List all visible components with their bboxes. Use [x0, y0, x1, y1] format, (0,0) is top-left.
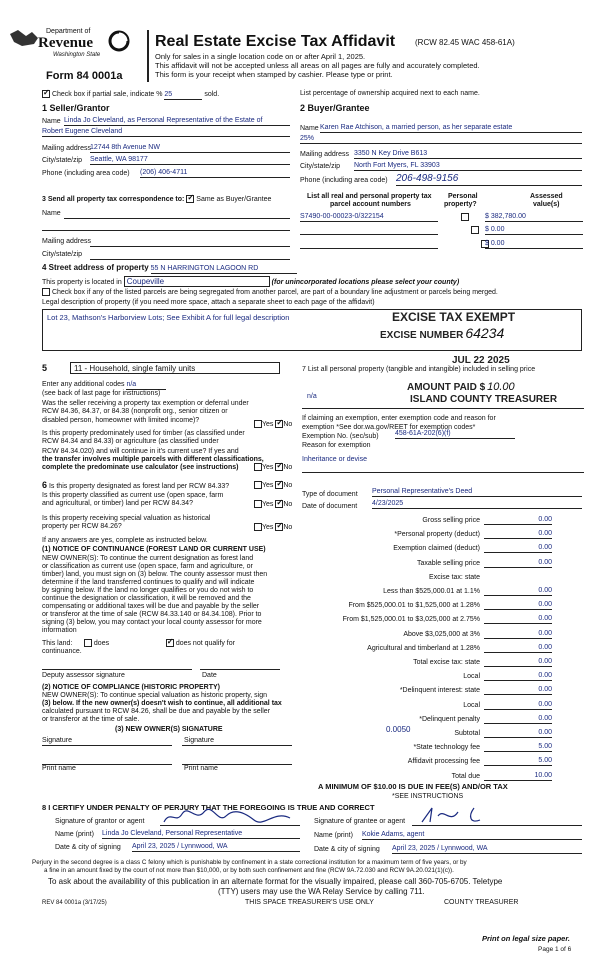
notice1-line: timber) land, you must sign on (3) below. The county assessor must then [42, 571, 268, 578]
notice2-head: (2) NOTICE OF COMPLIANCE (HISTORIC PROPERTY) [42, 684, 220, 691]
yes-label: Yes [262, 523, 274, 531]
assessed-value-2[interactable]: $ 0.00 [485, 226, 583, 235]
unincorp-note: (for unincorporated locations please select your county) [271, 279, 460, 286]
located-row [42, 276, 459, 287]
buyer-name-line1[interactable]: Karen Rae Atchison, a married person, as her separate estate [320, 124, 582, 133]
sec6-q1: Is this property designated as forest land per RCW 84.33? [48, 483, 230, 490]
partial-sale-row [42, 90, 219, 100]
calc-value[interactable]: 5.00 [484, 757, 552, 766]
sec5-q2b: RCW 84.34.020) and will continue in it's current use? If yes and [42, 448, 239, 455]
buyer-name-label: Name [300, 125, 319, 132]
partial-sale-checkbox[interactable] [42, 90, 50, 98]
grantee-signature-scrawl [412, 806, 582, 826]
partial-sale-label: Check box if partial sale, indicate % [51, 90, 163, 98]
sec6-q1-answers [254, 481, 292, 490]
sec6-q1-no[interactable] [275, 481, 283, 489]
doc-type-label: Type of document [302, 491, 358, 498]
calc-value[interactable]: 0.00 [484, 530, 552, 539]
land-does-checkbox[interactable] [84, 639, 92, 647]
buyer-city[interactable]: North Fort Myers, FL 33903 [354, 162, 582, 171]
calc-value[interactable]: 5.00 [484, 743, 552, 752]
buyer-name-line2[interactable]: 25% [300, 135, 582, 144]
legal-desc-text: Lot 23, Mathson's Harborview Lots; See Exhibit A for full legal description [47, 313, 290, 322]
excise-number-row [380, 325, 504, 342]
city-select[interactable]: Coupeville [124, 276, 270, 287]
calc-value[interactable]: 0.00 [484, 615, 552, 624]
sec5-q2-no[interactable] [275, 463, 283, 471]
revision-label: REV 84 0001a (3/17/25) [42, 900, 107, 906]
land-does-not-checkbox[interactable] [166, 639, 174, 647]
no-label: No [283, 523, 293, 531]
grantor-name[interactable]: Linda Jo Cleveland, Personal Representative [102, 830, 300, 839]
this-land-row [42, 639, 235, 648]
no-label: No [283, 481, 293, 489]
calc-label: *State technology fee [413, 744, 480, 751]
notice1-line: information [42, 627, 77, 634]
doc-date[interactable]: 4/23/2025 [372, 500, 582, 509]
sec3-city-label: City/state/zip [42, 251, 83, 258]
calc-label: Agricultural and timberland at 1.28% [367, 645, 480, 652]
if-yes-note: If any answers are yes, complete as instructed below. [42, 537, 208, 544]
seller-name-line1[interactable]: Linda Jo Cleveland, as Personal Representative of the Estate of [64, 117, 290, 126]
sec6-q3b: property per RCW 84.26? [42, 523, 122, 530]
parcel-row [300, 213, 438, 222]
exemption-line1: If claiming an exemption, enter exemption code and reason for [302, 415, 496, 422]
notice1-line: NEW OWNER(S): To continue the current designation as forest land [42, 555, 254, 562]
see-instructions: *SEE INSTRUCTIONS [392, 793, 464, 800]
add-codes-value[interactable]: n/a [126, 381, 166, 390]
grantor-date-label: Date & city of signing [55, 844, 121, 851]
use-code-text: 11 - Household, single family units [74, 364, 196, 373]
sec5-q2-yes[interactable] [254, 463, 262, 471]
notice1-head: (1) NOTICE OF CONTINUANCE (FOREST LAND OR CURRENT USE) [42, 546, 266, 553]
reason-value[interactable]: Inheritance or devise [302, 456, 367, 463]
calc-label: Gross selling price [422, 517, 480, 524]
personal-header-1: Personal [448, 193, 478, 200]
sec3-name-label: Name [42, 210, 61, 217]
calc-label: Subtotal [454, 730, 480, 737]
sec6-q3-yes[interactable] [254, 523, 262, 531]
assessed-value-3[interactable]: $ 0.00 [485, 240, 583, 249]
add-codes-label: Enter any additional codes [42, 381, 125, 388]
sub-line-1: Only for sales in a single location code on or after April 1, 2025. [155, 52, 366, 61]
calc-value[interactable]: 0.00 [484, 729, 552, 738]
notice1-line: or classification as current use (open space, farm and agriculture, or [42, 563, 253, 570]
buyer-address-label: Mailing address [300, 151, 350, 158]
sec6-q2-yes[interactable] [254, 500, 262, 508]
notice1-line: compensating or additional taxes will be due and payable by the seller [42, 603, 260, 610]
calc-label: Above $3,025,000 at 3% [403, 631, 480, 638]
calc-value[interactable]: 0.00 [484, 672, 552, 681]
deputy-sig-label: Deputy assessor signature [42, 672, 125, 679]
sec6-q3-no[interactable] [275, 523, 283, 531]
yes-label: Yes [262, 500, 274, 508]
sec5-q1: Was the seller receiving a property tax exemption or deferral under RCW 84.36, 84.37, or 84.38 (nonprofit org., senior citizen or disabled person, homeowner with limited income)? [42, 400, 249, 424]
agency-logo [8, 24, 128, 64]
calc-label: Exemption claimed (deduct) [393, 545, 480, 552]
calc-label: Affidavit processing fee [407, 758, 480, 765]
sec3-heading [42, 195, 271, 204]
notice2-line: calculated pursuant to RCW 84.26, shall be due and payable by the seller [42, 708, 271, 715]
sec5-heading: 5 [42, 363, 48, 373]
calc-label: Less than $525,000.01 at 1.1% [383, 588, 480, 595]
calc-label: Total excise tax: state [413, 659, 480, 666]
treasurer-only-label: THIS SPACE TREASURER'S USE ONLY [245, 899, 374, 906]
seller-address-label: Mailing address [42, 145, 92, 152]
calc-value[interactable]: 0.00 [484, 715, 552, 724]
buyer-city-label: City/state/zip [300, 163, 341, 170]
exempt-stamp: EXCISE TAX EXEMPT [392, 310, 516, 324]
partial-sale-percent[interactable]: 25 [164, 91, 202, 100]
notice1-line: signing (3) below, you may contact your local county assessor for more [42, 619, 262, 626]
calc-value[interactable]: 0.00 [484, 701, 552, 710]
no-label: No [283, 463, 293, 471]
perjury-line1: Perjury in the second degree is a class C felony which is punishable by confinement in a state correctional institution for a maximum term of five years, or by [32, 859, 467, 866]
add-codes-row [42, 381, 166, 390]
sec6-q3-answers [254, 523, 292, 532]
located-label: This property is located in [42, 279, 122, 286]
notice1-line: by signing below. If the land no longer qualifies or you do not wish to [42, 587, 254, 594]
calc-value[interactable]: 0.00 [484, 587, 552, 596]
calc-value[interactable]: 10.00 [484, 772, 552, 781]
sec6-q2-no[interactable] [275, 500, 283, 508]
grantor-name-label: Name (print) [55, 831, 94, 838]
use-code-box[interactable] [70, 362, 280, 374]
sec6-q1-row [42, 480, 229, 491]
seller-phone-label: Phone (including area code) [42, 170, 130, 177]
segregated-label: Check box if any of the listed parcels are being segregated from another parcel, are part of a boundary line adjustment or parcels being merged. [51, 288, 498, 296]
notice1-line: determine if the land transferred continues to qualify and will indicate [42, 579, 255, 586]
no-label: No [283, 420, 293, 428]
legal-desc-label: Legal description of property (if you need more space, attach a separate sheet to each page of the affidavit) [42, 299, 375, 306]
amount-paid-row [407, 381, 515, 394]
this-land-label: This land: [42, 639, 73, 647]
notice2-line: NEW OWNER(S): To continue special valuation as historic property, sign [42, 692, 267, 699]
owner-print-label: Print name [42, 765, 76, 772]
form-number: Form 84 0001a [46, 70, 123, 82]
calc-value[interactable]: 0.00 [484, 658, 552, 667]
sec3-heading-text: 3 Send all property tax correspondence to: [42, 195, 185, 203]
sec4-heading [42, 263, 297, 274]
reason-label: Reason for exemption [302, 442, 371, 449]
deputy-date-label: Date [202, 672, 217, 679]
accessibility-line2: (TTY) users may use the WA Relay Service by calling 711. [218, 887, 425, 896]
notice1-line: or transferor at the time of sale (RCW 84.33.140 or 84.34.108). Prior to [42, 611, 262, 618]
excise-number-label: EXCISE NUMBER [380, 330, 464, 341]
calc-value[interactable]: 0.00 [484, 630, 552, 639]
seller-address[interactable]: 12744 8th Avenue NW [90, 144, 290, 153]
same-as-buyer-checkbox[interactable] [186, 195, 194, 203]
notice3-head: (3) NEW OWNER(S) SIGNATURE [115, 726, 223, 733]
calc-label: Taxable selling price [416, 560, 480, 567]
grantee-name[interactable]: Kokie Adams, agent [362, 831, 582, 840]
grantor-sig-label: Signature of grantor or agent [55, 818, 145, 825]
amount-paid-value: 10.00 [487, 381, 515, 393]
grantee-signature[interactable] [412, 806, 582, 826]
calc-label: Total due [451, 773, 480, 780]
segregated-row [42, 288, 498, 297]
calc-label: *Delinquent interest: state [399, 687, 480, 694]
calc-value[interactable]: 0.00 [484, 544, 552, 553]
notice2-line: or transferor at the time of sale. [42, 716, 140, 723]
grantee-name-label: Name (print) [314, 832, 353, 839]
exemption-line2: exemption *See dor.wa.gov/REET for exemption codes* [302, 424, 476, 431]
partial-sale-sold: sold. [204, 90, 220, 98]
certify-heading: 8 I CERTIFY UNDER PENALTY OF PERJURY THAT THE FOREGOING IS TRUE AND CORRECT [42, 803, 375, 812]
sec5-q2c: the transfer involves multiple parcels with different classifications, [42, 456, 264, 463]
calc-label: Excise tax: state [429, 574, 480, 581]
property-address[interactable]: 55 N HARRINGTON LAGOON RD [151, 265, 297, 274]
accessibility-line1: To ask about the availability of this publication in an alternate format for the visually impaired, please call 360-705-6705. Teletype [48, 877, 503, 886]
buyer-phone[interactable]: 206-498-9156 [396, 173, 582, 186]
parcel-header-2: parcel account numbers [330, 201, 411, 208]
revenue-label: Revenue [38, 35, 93, 51]
sec7-heading: 7 List all personal property (tangible and intangible) included in selling price [302, 366, 536, 373]
exemption-no-label: Exemption No. (sec/sub) [302, 433, 379, 440]
grantor-signature[interactable] [160, 808, 300, 826]
form-title: Real Estate Excise Tax Affidavit [155, 33, 396, 50]
sec3-address-label: Mailing address [42, 238, 92, 245]
continuance-label: continuance. [42, 648, 82, 655]
sec4-heading-text: 4 Street address of property [42, 263, 149, 272]
land-does-not-label: does not qualify for [175, 639, 235, 647]
seller-name-line2[interactable]: Robert Eugene Cleveland [42, 128, 290, 137]
buyer-address[interactable]: 3350 N Key Drive B613 [354, 150, 582, 159]
doc-date-label: Date of document [302, 503, 358, 510]
buyer-phone-label: Phone (including area code) [300, 177, 388, 184]
grantee-date[interactable]: April 23, 2025 / Lynnwood, WA [392, 845, 582, 854]
parcel-header-1: List all real and personal property tax [307, 193, 432, 200]
segregated-checkbox[interactable] [42, 288, 50, 296]
owner-sig-label: Signature [42, 737, 72, 744]
sec6-q1-yes[interactable] [254, 481, 262, 489]
calc-value[interactable]: 0.00 [484, 686, 552, 695]
stamp-date: JUL 22 2025 [452, 355, 510, 366]
personal-header-2: property? [444, 201, 477, 208]
sec6-q2b: and agricultural, or timber) land per RCW 84.34? [42, 500, 193, 507]
same-as-buyer-label: Same as Buyer/Grantee [196, 195, 272, 203]
excise-number: 64234 [465, 325, 505, 341]
assessed-header-1: Assessed [530, 193, 563, 200]
sec5-q2a: Is this property predominately used for timber (as classified under RCW 84.34 and 84.33) or agriculture (as classified under [42, 430, 245, 446]
page-number: Page 1 of 6 [538, 946, 572, 953]
seller-phone[interactable]: (206) 406-4711 [140, 169, 290, 178]
sec6-heading: 6 [42, 480, 48, 490]
seller-heading: 1 Seller/Grantor [42, 103, 110, 113]
calc-label: *Personal property (deduct) [394, 531, 480, 538]
perjury-line2: a fine in an amount fixed by the court of not more than $10,000, or by both such confinement and fine (RCW 9A.72.030 and RCW 9A.20.021(1)(c)). [44, 867, 454, 874]
list-percentage-note: List percentage of ownership acquired next to each name. [300, 90, 480, 97]
sub-line-3: This form is your receipt when stamped by cashier. Please type or print. [155, 70, 393, 79]
sec5-q2d: complete the predominate use calculator (see instructions) [42, 464, 239, 471]
state-label: Washington State [53, 52, 101, 58]
sec5-q1-no[interactable] [275, 420, 283, 428]
grantor-date[interactable]: April 23, 2025 / Lynnwood, WA [132, 843, 300, 852]
min-fee-note: A MINIMUM OF $10.00 IS DUE IN FEE(S) AND/OR TAX [318, 782, 508, 791]
legal-paper-note: Print on legal size paper. [482, 934, 570, 943]
land-does-label: does [93, 639, 110, 647]
form-rcw: (RCW 82.45 WAC 458-61A) [415, 38, 515, 47]
personal-checkbox-1[interactable] [461, 213, 469, 221]
sec6-q3a: Is this property receiving special valuation as historical [42, 515, 211, 522]
personal-property-value[interactable]: n/a [307, 393, 317, 400]
owner-sig-label-2: Signature [184, 737, 214, 744]
local-rate[interactable]: 0.0050 [386, 725, 411, 734]
notice2-line: (3) below. If the new owner(s) doesn't wish to continue, all additional tax [42, 700, 282, 707]
calc-label: From $1,525,000.01 to $3,025,000 at 2.75% [342, 616, 480, 623]
yes-label: Yes [262, 463, 274, 471]
revenue-swirl-icon [108, 30, 130, 52]
see-back-note: (see back of last page for instructions) [42, 390, 161, 397]
county-treasurer-label: COUNTY TREASURER [444, 899, 519, 906]
grantee-date-label: Date & city of signing [314, 846, 380, 853]
amount-paid-label: AMOUNT PAID $ [407, 382, 486, 393]
sec6-q2-answers [254, 500, 292, 509]
exemption-no[interactable]: 458-61A-202(6)(f) [395, 430, 515, 439]
yes-label: Yes [262, 481, 274, 489]
calc-value[interactable]: 0.00 [484, 559, 552, 568]
calc-label: Local [463, 673, 480, 680]
doc-type[interactable]: Personal Representative's Deed [372, 488, 582, 497]
sec6-q2a: Is this property classified as current use (open space, farm [42, 492, 224, 499]
grantor-signature-scrawl [160, 808, 300, 826]
sub-line-2: This affidavit will not be accepted unless all areas on all pages are fully and accurately completed. [155, 61, 480, 70]
calc-value[interactable]: 0.00 [484, 601, 552, 610]
calc-label: Local [463, 702, 480, 709]
dept-label: Department of [46, 28, 91, 35]
calc-value[interactable]: 0.00 [484, 644, 552, 653]
seller-name-label: Name [42, 118, 61, 125]
seller-city-label: City/state/zip [42, 157, 83, 164]
buyer-heading: 2 Buyer/Grantee [300, 103, 370, 113]
owner-print-label-2: Print name [184, 765, 218, 772]
assessed-header-2: value(s) [533, 201, 560, 208]
notice1-line: continue the designation or classification, it will be removed and the [42, 595, 251, 602]
county-treasurer-stamp: ISLAND COUNTY TREASURER [410, 394, 558, 405]
sec5-q2-answers [254, 463, 292, 472]
calc-label: *Delinquent penalty [419, 716, 480, 723]
personal-checkbox-2[interactable] [471, 226, 479, 234]
seller-city[interactable]: Seattle, WA 98177 [90, 156, 290, 165]
calc-value[interactable]: 0.00 [484, 516, 552, 525]
sec5-q1-answers [254, 420, 292, 429]
grantee-sig-label: Signature of grantee or agent [314, 818, 406, 825]
sec5-q1-yes[interactable] [254, 420, 262, 428]
calc-label: From $525,000.01 to $1,525,000 at 1.28% [348, 602, 480, 609]
yes-label: Yes [262, 420, 274, 428]
parcel-number-1[interactable]: S7490-00-00023-0/322154 [300, 213, 438, 222]
assessed-value-1[interactable]: $ 382,780.00 [485, 213, 583, 222]
no-label: No [283, 500, 293, 508]
